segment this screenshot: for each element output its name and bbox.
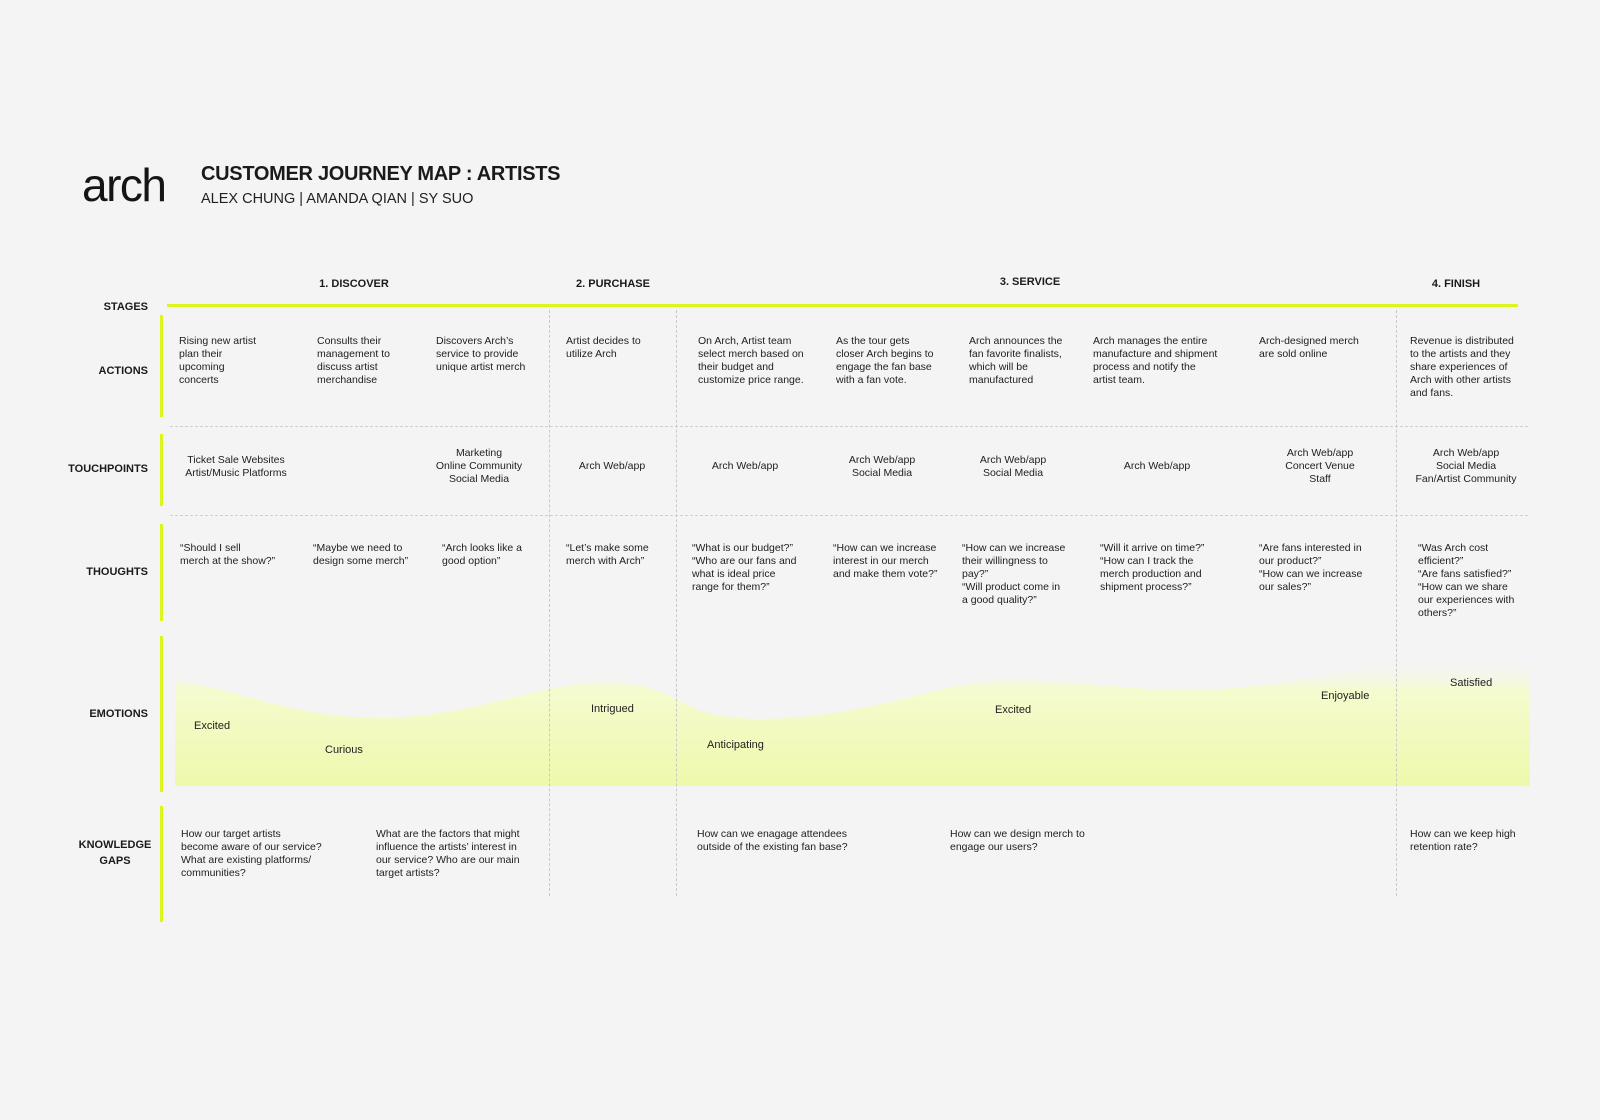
action-cell: Revenue is distributed to the artists and they share experiences of Arch with other artists and fans. [1410, 335, 1514, 399]
action-cell: On Arch, Artist team select merch based on their budget and customize price range. [698, 335, 804, 386]
emotion-label: Enjoyable [1321, 690, 1370, 702]
row-label-knowledge-gaps [55, 838, 175, 869]
touchpoint-cell: Marketing Online Community Social Media [435, 447, 523, 485]
actions-bar [160, 315, 163, 417]
knowledge-gap-cell: How our target artists become aware of our service? What are existing platforms/ communities? [181, 828, 322, 879]
knowledge-gap-cell: What are the factors that might influence the artists’ interest in our service? Who are our main target artists? [376, 828, 520, 879]
authors: ALEX CHUNG | AMANDA QIAN | SY SUO [201, 191, 474, 207]
touchpoint-cell: Arch Web/app Social Media [979, 454, 1047, 479]
emotion-label: Excited [995, 704, 1032, 716]
touchpoint-cell: Arch Web/app Concert Venue Staff [1285, 447, 1355, 485]
thought-cell: “Are fans interested in our product?” “How can we increase our sales?” [1259, 542, 1363, 593]
knowledge-gap-cell: How can we design merch to engage our users? [950, 828, 1085, 853]
action-cell: Consults their management to discuss artist merchandise [317, 335, 390, 386]
row-label-touchpoints: TOUCHPOINTS [68, 463, 148, 475]
knowledge-gap-cell: How can we enagage attendees outside of the existing fan base? [697, 828, 848, 853]
thought-cell: “Should I sell merch at the show?” [180, 542, 276, 567]
stage-discover: 1. DISCOVER [319, 278, 389, 290]
touchpoints-bar [160, 434, 163, 506]
stage-finish: 4. FINISH [1431, 278, 1481, 290]
row-label-emotions: EMOTIONS [89, 708, 148, 720]
emotion-label: Curious [325, 744, 363, 756]
action-cell: Rising new artist plan their upcoming concerts [179, 335, 257, 386]
page-title: CUSTOMER JOURNEY MAP : ARTISTS [201, 163, 561, 185]
thought-cell: “Let’s make some merch with Arch” [566, 542, 649, 567]
thought-cell: “Arch looks like a good option” [442, 542, 522, 567]
action-cell: Artist decides to utilize Arch [566, 335, 641, 360]
row-divider [170, 426, 1528, 427]
action-cell: Arch announces the fan favorite finalists, which will be manufactured [969, 335, 1063, 386]
row-divider [170, 515, 1528, 516]
emotions-bar [160, 636, 163, 792]
action-cell: As the tour gets closer Arch begins to engage the fan base with a fan vote. [836, 335, 934, 386]
thought-cell: “How can we increase their willingness to pay?” “Will product come in a good quality?” [962, 542, 1066, 606]
thought-cell: “How can we increase interest in our merch and make them vote?” [833, 542, 938, 580]
row-label-actions: ACTIONS [98, 365, 148, 377]
knowledge-gap-cell: How can we keep high retention rate? [1410, 828, 1516, 853]
thought-cell: “What is our budget?” “Who are our fans and what is ideal price range for them?” [692, 542, 797, 593]
stage-divider [549, 310, 550, 896]
emotion-label: Anticipating [707, 739, 764, 751]
touchpoint-cell: Arch Web/app [1123, 460, 1191, 472]
thoughts-bar [160, 524, 163, 621]
touchpoint-cell: Arch Web/app Social Media Fan/Artist Community [1415, 447, 1517, 485]
stage-divider [1396, 310, 1397, 896]
thought-cell: “Will it arrive on time?” “How can I track the merch production and shipment process?” [1100, 542, 1205, 593]
stage-purchase: 2. PURCHASE [576, 278, 650, 290]
touchpoint-cell: Arch Web/app [578, 460, 646, 472]
action-cell: Arch manages the entire manufacture and shipment process and notify the artist team. [1093, 335, 1218, 386]
arch-logo: arch [82, 159, 166, 211]
emotion-label: Excited [194, 720, 231, 732]
emotion-label: Intrigued [591, 703, 634, 715]
row-label-stages: STAGES [103, 301, 148, 313]
knowledge-label-line: GAPS [99, 855, 131, 867]
knowledge-label-line: KNOWLEDGE [78, 839, 152, 851]
touchpoint-cell: Ticket Sale Websites Artist/Music Platforms [185, 454, 287, 479]
touchpoint-cell: Arch Web/app Social Media [848, 454, 916, 479]
action-cell: Arch-designed merch are sold online [1259, 335, 1359, 360]
stage-service: 3. SERVICE [999, 276, 1061, 288]
thought-cell: “Was Arch cost efficient?” “Are fans satisfied?” “How can we share our experiences with others?” [1418, 542, 1515, 619]
stage-divider [676, 310, 677, 896]
emotion-area [175, 658, 1530, 786]
emotion-label: Satisfied [1450, 677, 1493, 689]
stages-line [167, 304, 1518, 307]
action-cell: Discovers Arch’s service to provide unique artist merch [436, 335, 526, 373]
touchpoint-cell: Arch Web/app [711, 460, 779, 472]
row-label-thoughts: THOUGHTS [86, 566, 148, 578]
thought-cell: “Maybe we need to design some merch” [313, 542, 409, 567]
